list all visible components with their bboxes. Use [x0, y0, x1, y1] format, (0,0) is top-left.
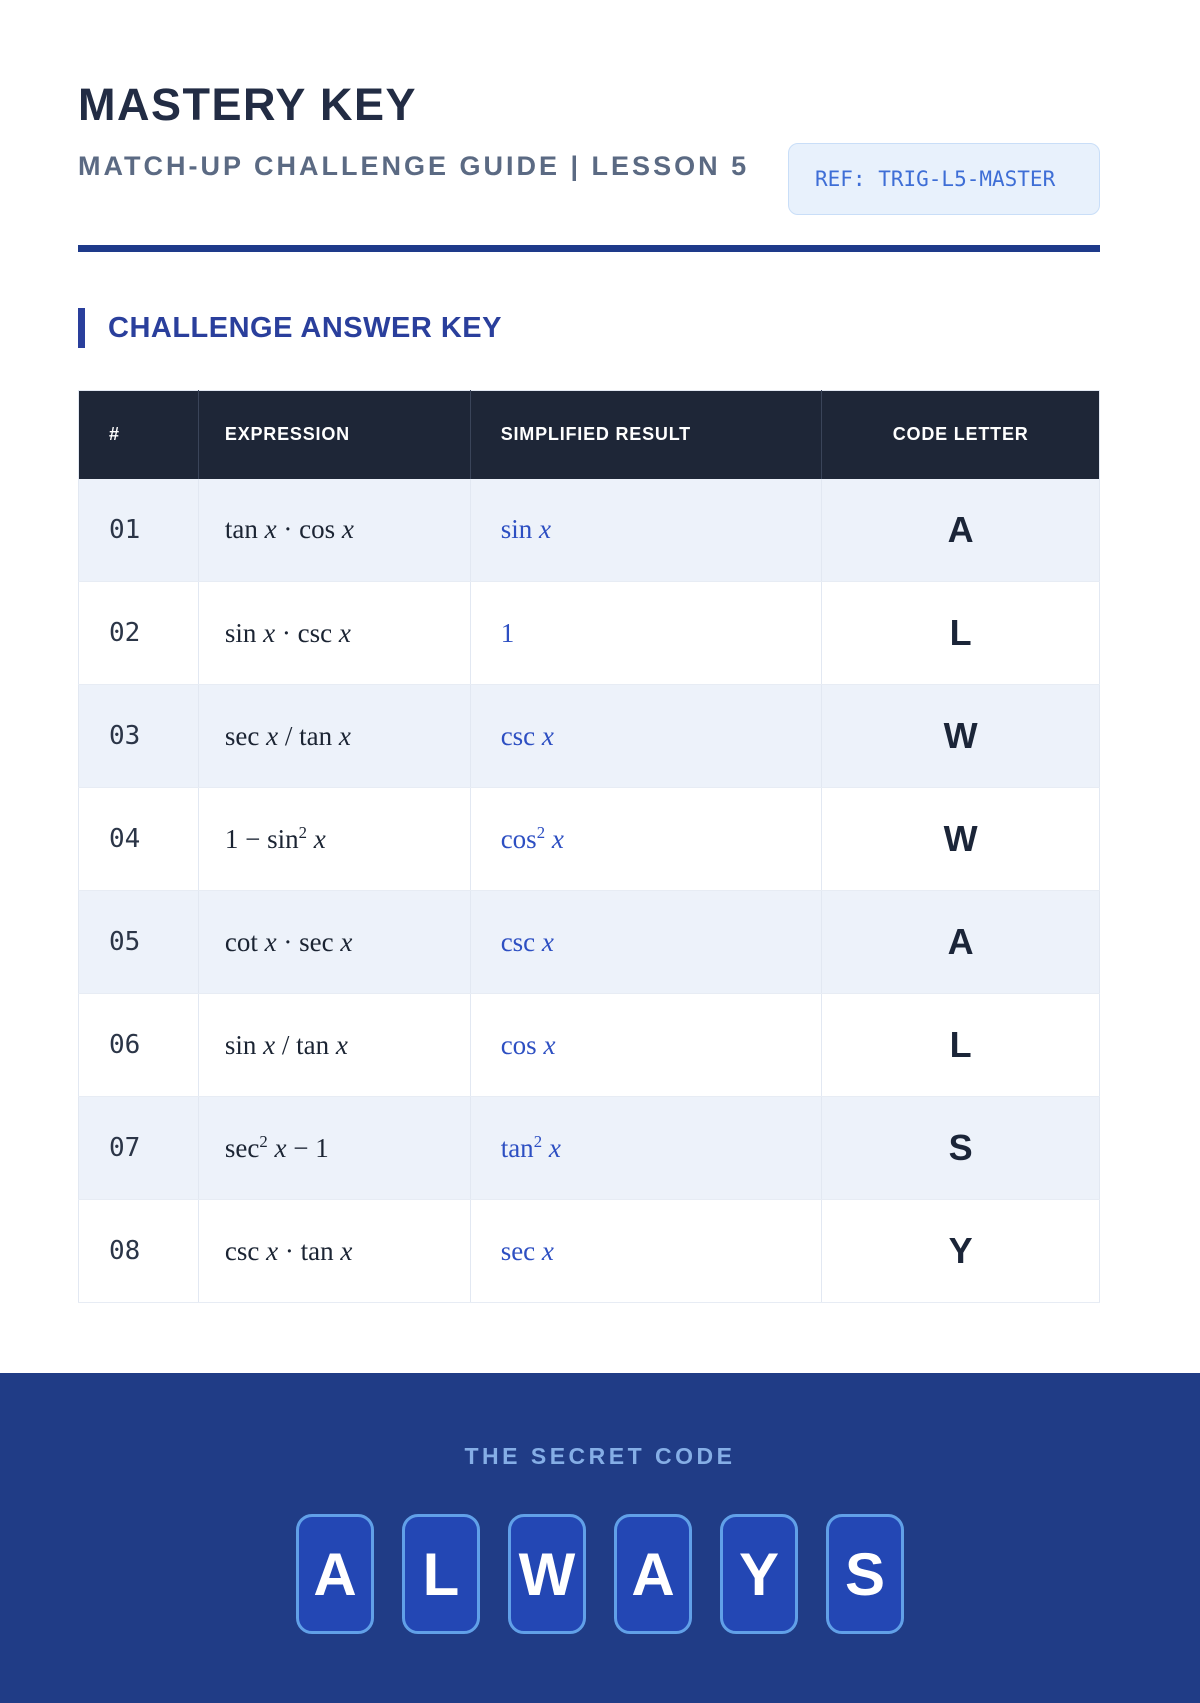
simplified-result-cell: csc x: [470, 685, 822, 788]
section-accent-bar: [78, 308, 85, 348]
row-number-cell: 04: [79, 788, 199, 891]
code-letter-tile: A: [614, 1514, 692, 1634]
row-number-cell: 06: [79, 994, 199, 1097]
expression-cell: $1 - \sin^2 x$: [198, 788, 470, 891]
table-header: [79, 391, 1100, 479]
table-row: [79, 582, 1100, 685]
row-number-cell: 07: [79, 1097, 199, 1200]
table-row: [79, 788, 1100, 891]
table-row: [79, 1200, 1100, 1303]
code-letter-tile: A: [296, 1514, 374, 1634]
answer-key-table: [78, 390, 1100, 1303]
header-divider: [78, 245, 1100, 252]
table-row: [79, 994, 1100, 1097]
simplified-result-cell: csc x: [470, 891, 822, 994]
secret-code-panel: [0, 1373, 1200, 1703]
column-header-number: #: [79, 391, 199, 479]
column-header-expression: EXPRESSION: [198, 391, 470, 479]
simplified-result-cell: cos x: [470, 994, 822, 1097]
table-row: [79, 685, 1100, 788]
row-number-cell: 08: [79, 1200, 199, 1303]
expression-cell: sin x / tan x: [198, 994, 470, 1097]
code-letter-cell: L: [822, 582, 1100, 685]
row-number-cell: 03: [79, 685, 199, 788]
table-body: [79, 479, 1100, 1303]
ref-badge: REF: TRIG-L5-MASTER: [788, 143, 1100, 215]
simplified-result-cell: sec x: [470, 1200, 822, 1303]
expression-cell: sec x / tan x: [198, 685, 470, 788]
simplified-result-cell: 1: [470, 582, 822, 685]
section-title: CHALLENGE ANSWER KEY: [108, 311, 502, 344]
code-letter-cell: W: [822, 685, 1100, 788]
expression-cell: csc x · tan x: [198, 1200, 470, 1303]
page-title: MASTERY KEY: [78, 79, 418, 130]
column-header-result: SIMPLIFIED RESULT: [470, 391, 822, 479]
expression-cell: cot x · sec x: [198, 891, 470, 994]
row-number-cell: 01: [79, 479, 199, 582]
simplified-result-cell: sin x: [470, 479, 822, 582]
code-letter-cell: W: [822, 788, 1100, 891]
expression-cell: tan x · cos x: [198, 479, 470, 582]
column-header-letter: CODE LETTER: [822, 391, 1100, 479]
code-letter-cell: S: [822, 1097, 1100, 1200]
simplified-result-cell: $\cos^2 x$: [470, 788, 822, 891]
table-row: [79, 479, 1100, 582]
code-letter-cell: Y: [822, 1200, 1100, 1303]
code-letter-tile: L: [402, 1514, 480, 1634]
row-number-cell: 02: [79, 582, 199, 685]
table-row: [79, 1097, 1100, 1200]
code-letter-tile: Y: [720, 1514, 798, 1634]
header-row: [78, 143, 1100, 215]
page-subtitle: MATCH-UP CHALLENGE GUIDE | LESSON 5: [78, 151, 750, 181]
simplified-result-cell: $\tan^2 x$: [470, 1097, 822, 1200]
code-letter-cell: A: [822, 891, 1100, 994]
code-letter-tile: S: [826, 1514, 904, 1634]
secret-code-tiles: [0, 1514, 1200, 1634]
code-letter-cell: L: [822, 994, 1100, 1097]
expression-cell: sin x · csc x: [198, 582, 470, 685]
code-letter-cell: A: [822, 479, 1100, 582]
page-content: [0, 79, 1200, 1303]
row-number-cell: 05: [79, 891, 199, 994]
secret-code-heading: THE SECRET CODE: [464, 1443, 736, 1469]
table-header-row: [79, 391, 1100, 479]
table-row: [79, 891, 1100, 994]
expression-cell: $\sec^2 x - 1$: [198, 1097, 470, 1200]
code-letter-tile: W: [508, 1514, 586, 1634]
section-header: [78, 308, 1100, 348]
